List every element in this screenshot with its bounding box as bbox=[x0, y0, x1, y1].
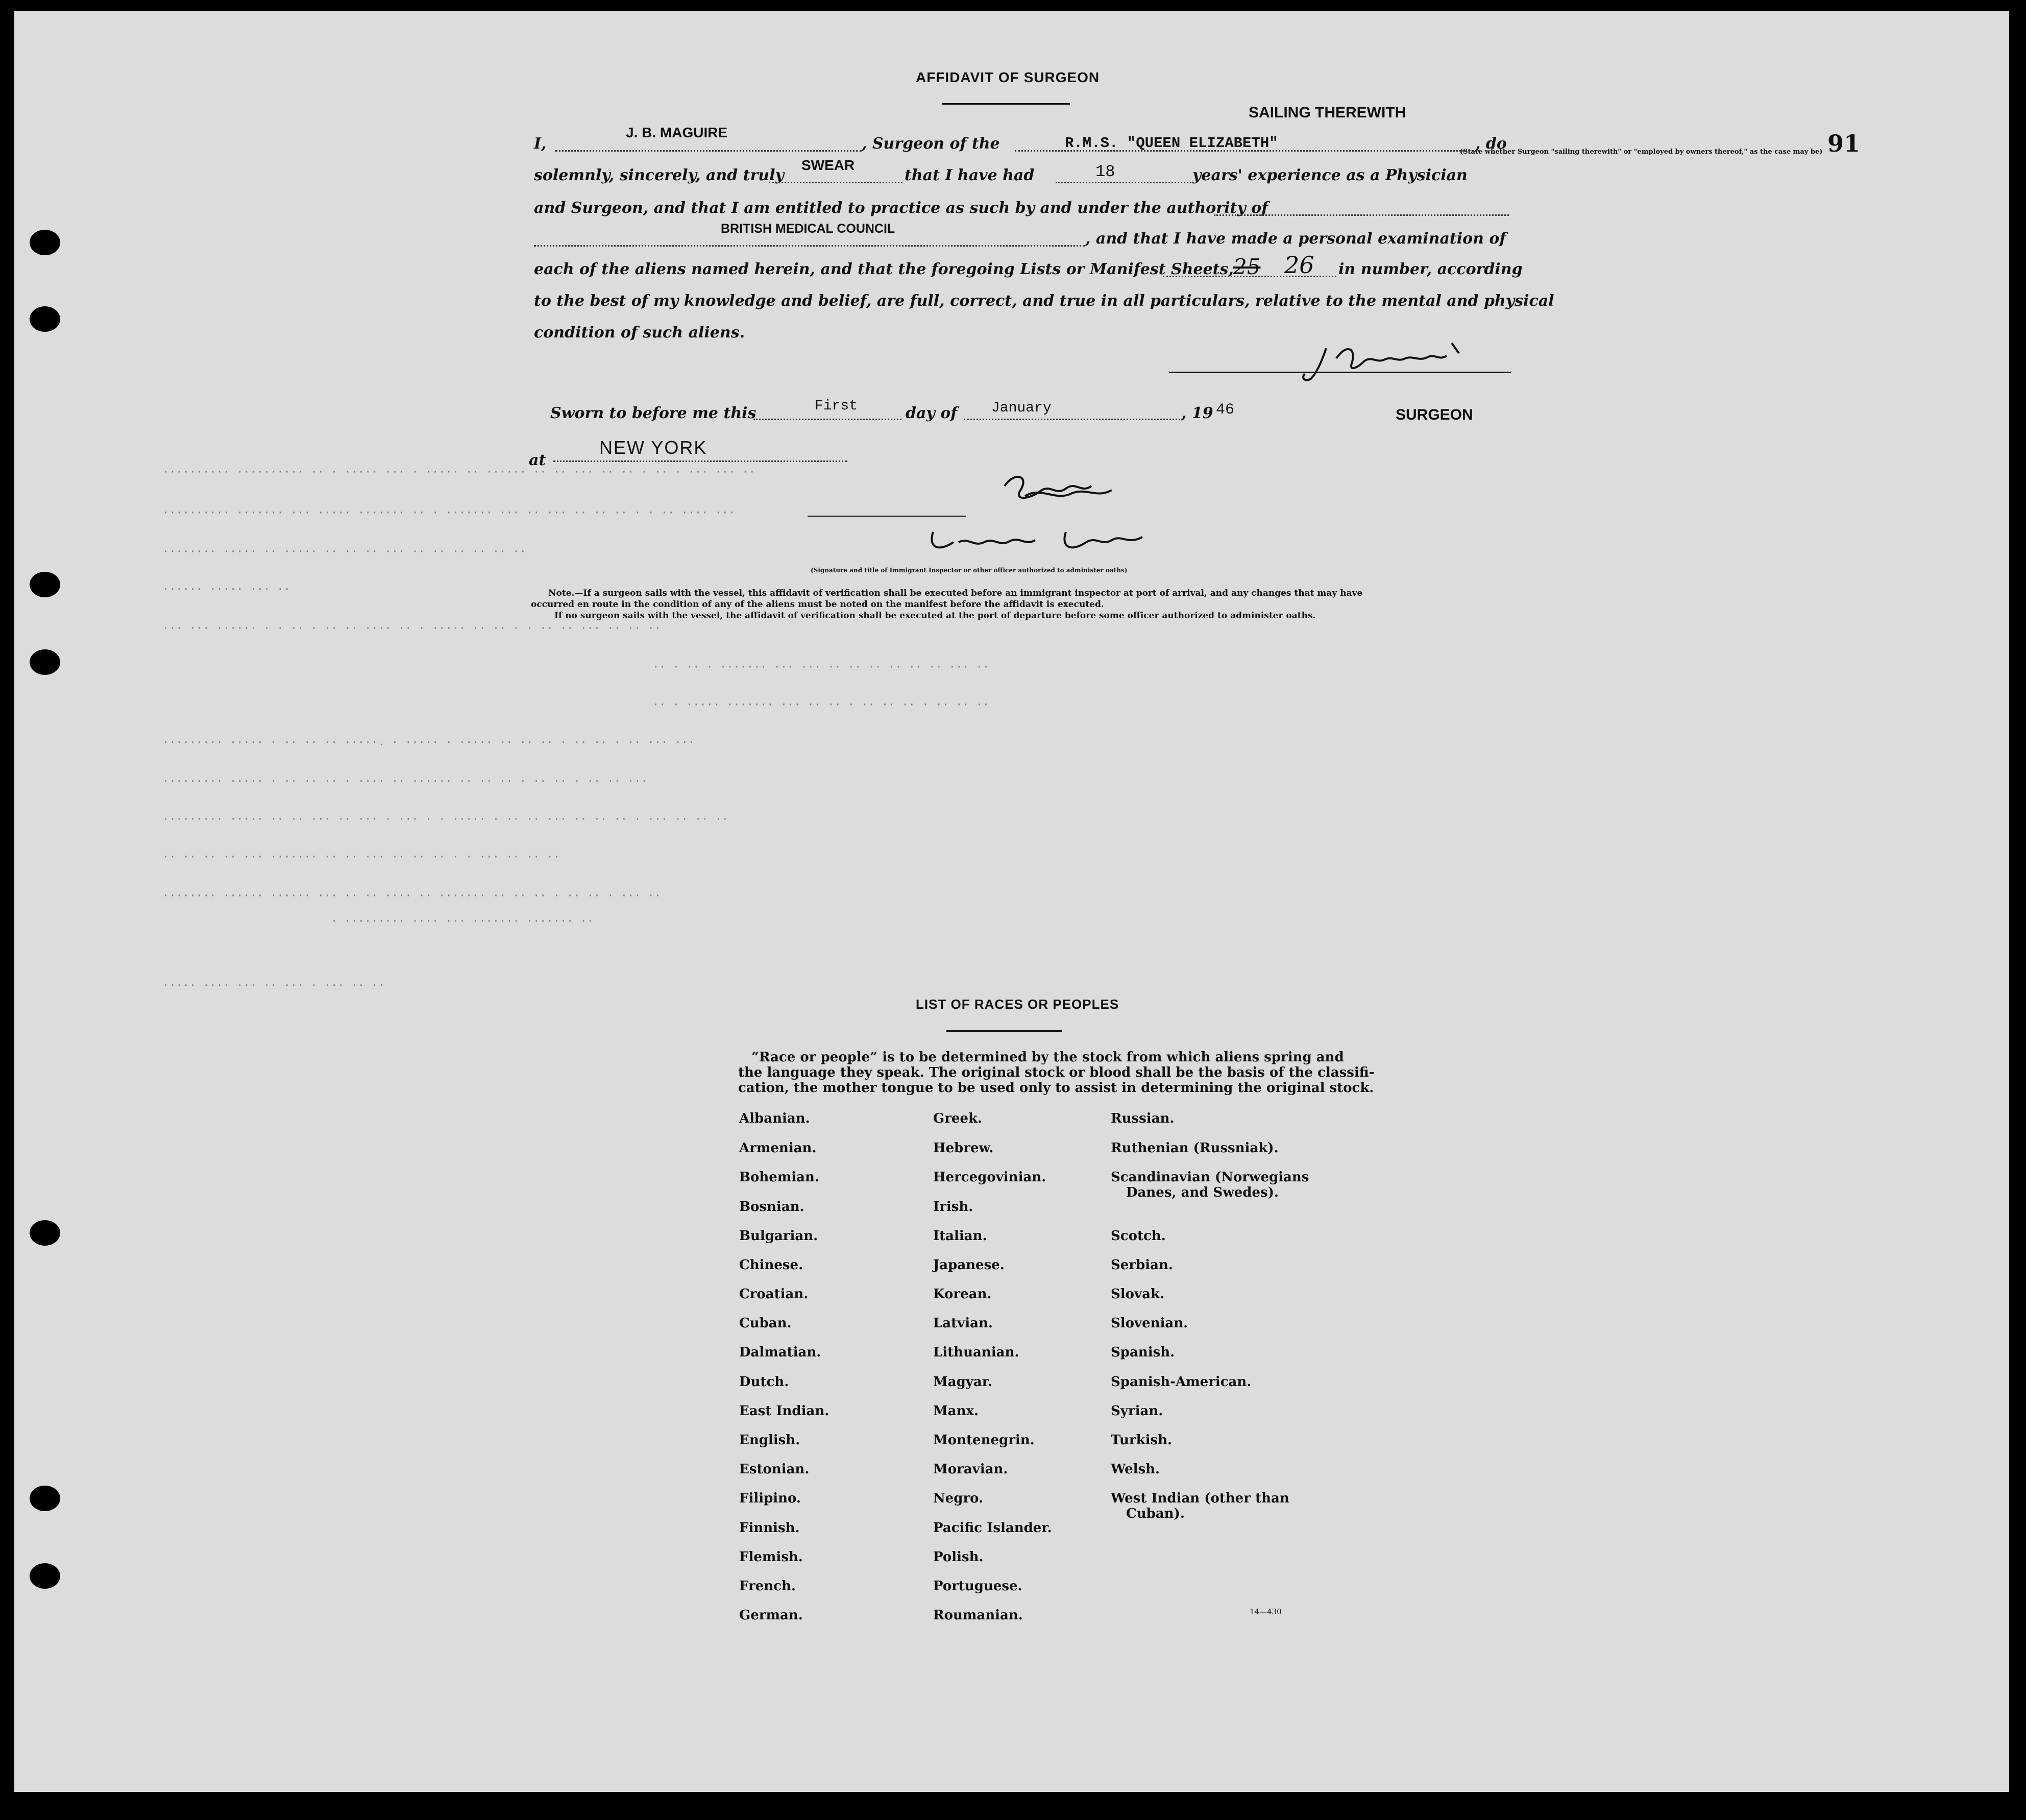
sheets-count: 26 bbox=[1284, 251, 1314, 279]
years-experience: 18 bbox=[1095, 162, 1115, 181]
faded-row: · ········· ···· ··· ······· ······· ·· bbox=[331, 915, 594, 928]
punch-hole bbox=[30, 1563, 60, 1589]
race-item: Spanish-American. bbox=[1111, 1374, 1252, 1390]
heading-rule bbox=[942, 103, 1070, 105]
sworn-year-prefix: , 19 bbox=[1181, 404, 1213, 422]
race-item: Lithuanian. bbox=[933, 1345, 1019, 1360]
sworn-month-line bbox=[964, 419, 1183, 420]
surgeon-name-line bbox=[555, 150, 862, 152]
race-item: Bosnian. bbox=[739, 1199, 804, 1215]
line6: to the best of my knowledge and belief, are full, correct, and true in all particulars, relative to the mental and physical bbox=[534, 292, 1554, 310]
sworn-place: NEW YORK bbox=[599, 437, 707, 458]
line4-suffix: , and that I have made a personal examination of bbox=[1085, 230, 1506, 248]
inspector-signature-line bbox=[808, 516, 966, 517]
race-item: Korean. bbox=[933, 1287, 992, 1302]
oath-line bbox=[769, 182, 902, 183]
race-item: Danes, and Swedes). bbox=[1126, 1185, 1279, 1200]
line3: and Surgeon, and that I am entitled to practice as such by and under the authority of bbox=[534, 199, 1268, 217]
line2-suffix: years' experience as a Physician bbox=[1192, 166, 1468, 184]
officer-caption: (Signature and title of Immigrant Inspector or other officer authorized to administer oaths) bbox=[811, 567, 1128, 574]
race-item: Estonian. bbox=[739, 1462, 810, 1477]
surgeon-signature-line bbox=[1169, 372, 1511, 373]
race-item: Dutch. bbox=[739, 1374, 789, 1390]
sworn-month: January bbox=[991, 400, 1052, 416]
sworn-prefix: Sworn to before me this bbox=[550, 404, 756, 422]
affidavit-heading: AFFIDAVIT OF SURGEON bbox=[916, 69, 1100, 85]
race-item: Ruthenian (Russniak). bbox=[1111, 1140, 1279, 1156]
race-item: Finnish. bbox=[739, 1520, 800, 1536]
race-item: Bulgarian. bbox=[739, 1228, 818, 1244]
ship-line bbox=[1015, 150, 1479, 152]
race-item: Latvian. bbox=[933, 1316, 993, 1331]
punch-hole bbox=[30, 1220, 60, 1246]
faded-row: ········ ····· ·· ····· ·· ·· ·· ··· ·· ·· ·· ·· ·· ·· bbox=[162, 545, 526, 558]
oath-word: SWEAR bbox=[801, 157, 855, 173]
race-item: Portuguese. bbox=[933, 1579, 1022, 1594]
race-item: French. bbox=[739, 1579, 796, 1594]
faded-row: ·········· ······· ··· ····· ······· ·· · ······· ··· ·· ··· ·· ·· ·· · · ·· ···· ··· bbox=[162, 506, 736, 519]
form-number: 14—430 bbox=[1250, 1607, 1282, 1616]
punch-hole bbox=[30, 1486, 60, 1511]
race-item: Syrian. bbox=[1111, 1403, 1163, 1419]
ship-name: R.M.S. "QUEEN ELIZABETH" bbox=[1065, 135, 1278, 152]
race-item: Armenian. bbox=[739, 1140, 817, 1156]
authority-line-top bbox=[1214, 214, 1509, 216]
sworn-day: First bbox=[815, 398, 858, 414]
races-intro-line-3: cation, the mother tongue to be used only to assist in determining the original stock. bbox=[738, 1080, 1374, 1096]
race-item: Bohemian. bbox=[739, 1170, 819, 1185]
note-line-2: occurred en route in the condition of any of the aliens must be noted on the manifest before the affidavit is executed. bbox=[531, 599, 1104, 610]
race-item: Albanian. bbox=[739, 1111, 810, 1126]
race-item: East Indian. bbox=[739, 1403, 829, 1419]
race-item: Flemish. bbox=[739, 1549, 803, 1565]
faded-row: ··· ··· ······ · · ·· · ·· ·· ···· ·· · ····· ·· ·· · · ·· ·· ··· ·· ·· ·· bbox=[162, 622, 661, 635]
note-line-1: Note.—If a surgeon sails with the vessel, this affidavit of verification shall be executed before an immigrant inspector at port of arrival, and any changes that may have bbox=[548, 588, 1363, 598]
line5-prefix: each of the aliens named herein, and that the foregoing Lists or Manifest Sheets, bbox=[534, 260, 1234, 278]
race-item: Moravian. bbox=[933, 1462, 1008, 1477]
punch-hole bbox=[30, 306, 60, 332]
note-line-3: If no surgeon sails with the vessel, the affidavit of verification shall be executed at the port of departure before some officer authorized to administer oaths. bbox=[554, 611, 1316, 621]
race-item: Roumanian. bbox=[933, 1608, 1023, 1623]
sheets-line bbox=[1163, 276, 1336, 277]
faded-row: ·········· ·········· ·· · ····· ··· · ····· ·· ······ ·· ·· ··· ·· ·· · ·· · ··· ··· ·· bbox=[162, 466, 755, 478]
race-item: Russian. bbox=[1111, 1111, 1175, 1126]
sailing-status: SAILING THEREWITH bbox=[1249, 104, 1406, 121]
punch-hole bbox=[30, 572, 60, 597]
page-number: 91 bbox=[1827, 130, 1861, 157]
race-item: Slovak. bbox=[1111, 1287, 1165, 1302]
faded-row: ········· ····· ·· ·· ··· ·· ··· · ··· · · ····· · ·· ·· ··· ·· ·· ·· · ··· ·· ·· ·· bbox=[162, 813, 728, 826]
sheets-count-struck: 25 bbox=[1233, 254, 1261, 279]
race-item: Manx. bbox=[933, 1403, 979, 1419]
line2-mid: that I have had bbox=[905, 166, 1035, 184]
race-item: Scandinavian (Norwegians bbox=[1111, 1170, 1309, 1185]
race-item: English. bbox=[739, 1433, 800, 1448]
punch-hole bbox=[30, 649, 60, 675]
punch-hole bbox=[30, 230, 60, 255]
manifest-sheet bbox=[14, 11, 2009, 1792]
line2-prefix: solemnly, sincerely, and truly bbox=[534, 166, 784, 184]
line5-suffix: in number, according bbox=[1338, 260, 1523, 278]
faded-row: ·· · ·· · ······· ··· ··· ·· ·· ·· ·· ·· ·· ··· ·· bbox=[652, 661, 990, 673]
race-item: Italian. bbox=[933, 1228, 987, 1244]
line1-mid: , Surgeon of the bbox=[862, 135, 1000, 153]
inspector-signature bbox=[994, 471, 1148, 506]
race-item: Welsh. bbox=[1111, 1462, 1160, 1477]
race-item: Filipino. bbox=[739, 1491, 801, 1506]
race-item: Cuban. bbox=[739, 1316, 792, 1331]
race-item: Negro. bbox=[933, 1491, 984, 1506]
race-item: Cuban). bbox=[1126, 1506, 1185, 1521]
faded-row: ········ ······ ······ ··· ·· ·· ···· ·· ······· ·· ·· ·· · ·· ·· · ··· ·· bbox=[162, 889, 661, 902]
faded-row: ·· ·· ·· ·· ··· ······· ·· ·· ··· ·· ·· ·· · · ··· ·· ·· ·· bbox=[162, 851, 560, 863]
faded-row: ········· ····· · ·· ·· ·· · ···· ·· ······ ·· ·· ·· · ·· ·· · ·· ·· ··· bbox=[162, 775, 648, 788]
line1-suffix: , do bbox=[1475, 135, 1507, 153]
race-item: Turkish. bbox=[1111, 1433, 1173, 1448]
surgeon-signature bbox=[1265, 333, 1479, 389]
authority-line bbox=[534, 245, 1085, 247]
sailing-note: (State whether Surgeon "sailing therewith" or "employed by owners thereof," as the case may be) bbox=[1460, 148, 1823, 156]
line7: condition of such aliens. bbox=[534, 324, 745, 342]
faded-row: ·· · ····· ······· ··· ·· ·· · ·· ·· ·· · ·· ·· ·· bbox=[652, 698, 990, 711]
surgeon-name: J. B. MAGUIRE bbox=[626, 125, 728, 140]
race-item: West Indian (other than bbox=[1111, 1491, 1289, 1506]
races-intro-line-1: “Race or people” is to be determined by the stock from which aliens spring and bbox=[751, 1050, 1344, 1065]
race-item: Japanese. bbox=[933, 1257, 1005, 1273]
faded-row: ········· ····· · ·· ·· ·· ·····. · ····· · ····· ·· ·· ·· · ·· ·· · ·· ··· ··· bbox=[162, 736, 695, 749]
place-line bbox=[553, 460, 847, 462]
races-intro-line-2: the language they speak. The original stock or blood shall be the basis of the classifi- bbox=[738, 1065, 1375, 1080]
surgeon-label: SURGEON bbox=[1396, 406, 1473, 423]
sworn-day-line bbox=[753, 419, 901, 420]
race-item: German. bbox=[739, 1608, 803, 1623]
inspector-title-signature bbox=[923, 522, 1158, 563]
race-item: Serbian. bbox=[1111, 1257, 1173, 1273]
race-item: Montenegrin. bbox=[933, 1433, 1035, 1448]
race-item: Croatian. bbox=[739, 1287, 809, 1302]
race-item: Dalmatian. bbox=[739, 1345, 821, 1360]
race-item: Hebrew. bbox=[933, 1140, 994, 1156]
medical-authority: BRITISH MEDICAL COUNCIL bbox=[721, 222, 895, 236]
sworn-day-of: day of bbox=[906, 404, 958, 422]
races-heading-rule bbox=[946, 1030, 1062, 1032]
race-item: Polish. bbox=[933, 1549, 984, 1565]
race-item: Pacific Islander. bbox=[933, 1520, 1052, 1536]
at-prefix: at bbox=[529, 451, 546, 469]
race-item: Slovenian. bbox=[1111, 1316, 1188, 1331]
race-item: Chinese. bbox=[739, 1257, 803, 1273]
race-item: Hercegovinian. bbox=[933, 1170, 1046, 1185]
race-item: Scotch. bbox=[1111, 1228, 1166, 1244]
faded-row: ····· ···· ··· ·· ··· · ··· ·· ·· bbox=[162, 979, 385, 992]
race-item: Spanish. bbox=[1111, 1345, 1175, 1360]
race-item: Greek. bbox=[933, 1111, 983, 1126]
years-line bbox=[1056, 182, 1191, 183]
races-heading: LIST OF RACES OR PEOPLES bbox=[916, 997, 1119, 1012]
sworn-year: 46 bbox=[1216, 401, 1235, 419]
race-item: Irish. bbox=[933, 1199, 973, 1215]
line1-prefix: I, bbox=[534, 135, 547, 153]
race-item: Magyar. bbox=[933, 1374, 993, 1390]
faded-row: ······ ····· ··· ·· bbox=[162, 583, 290, 596]
